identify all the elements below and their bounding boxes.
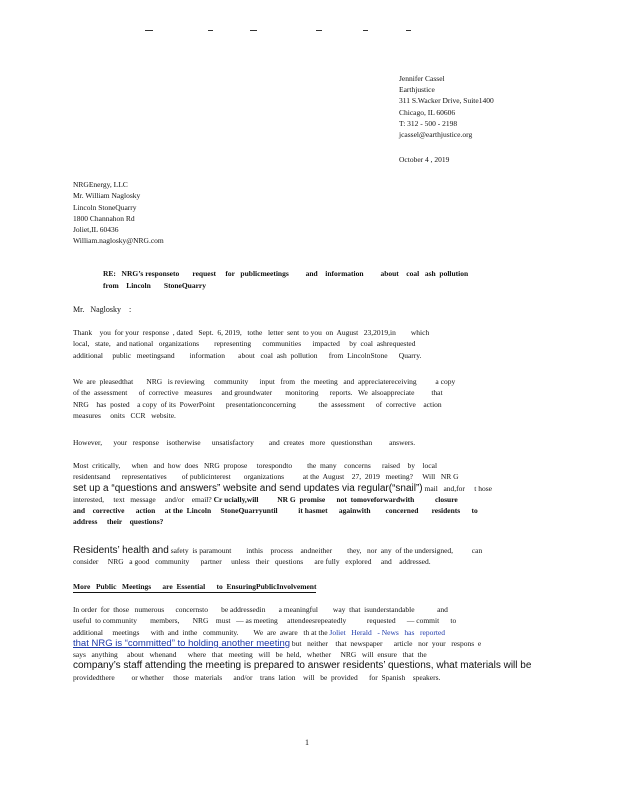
p4-bold-line: and corrective action at the Lincoln StoneQuarryuntil it hasmet againwith concerned residents to	[73, 506, 478, 516]
subject-text-2: from Lincoln StoneQuarry	[103, 281, 206, 290]
news-article-link-part-1[interactable]: Joliet Herald - News has reported	[329, 627, 446, 637]
header-scan-marks	[140, 30, 440, 34]
subject-text-1: NRG’s responseto request for publicmeetings and information about coal ash pollution	[121, 269, 469, 278]
p1-line: local, state, and national organizations representing communities impacted by coal ashrequested	[73, 339, 416, 349]
p2-line: measures onits CCR website.	[73, 410, 176, 420]
paragraph-2	[73, 376, 543, 421]
p2-line: NRG has posted a copy of its PowerPoint presentationconcerning the assessment of corrective action	[73, 399, 442, 409]
recipient-line-1: NRGEnergy, LLC	[73, 180, 128, 189]
page-number: 1	[305, 738, 309, 747]
sender-name: Jennifer Cassel	[399, 74, 445, 83]
recipient-block	[73, 179, 164, 247]
p4-emphasis-text: set up a “questions and answers” website and send updates via regular(“snail”)	[73, 482, 423, 494]
p6-line-rest: but neither that newspaper article nor your respons e	[291, 638, 482, 648]
p6-line: In order for those numerous concernsto be addressedin a meaningful way that isunderstandable and	[73, 605, 448, 614]
p5-emphasis-text: Residents’ health and	[73, 545, 169, 556]
subject-line	[103, 268, 468, 292]
recipient-line-4: 1800 Channahon Rd	[73, 213, 135, 223]
sender-org: Earthjustice	[399, 85, 435, 95]
p6-emphasis-line: company’s staff attending the meeting is prepared to answer residents’ questions, what materials will be	[73, 660, 532, 672]
sender-address-line-2: Chicago, IL 60606	[399, 107, 456, 117]
p5-line: consider NRG a good community partner unless their questions are fully explored and addressed.	[73, 557, 431, 567]
subject-label: RE:	[103, 269, 116, 278]
p6-line-start: additional meetings with and inthe community. We are aware th at the	[73, 627, 328, 637]
p6-line: says anything about whenand where that meeting will be held, whether NRG will ensure that the	[73, 650, 427, 660]
sender-block	[399, 73, 494, 140]
paragraph-6	[73, 604, 543, 683]
paragraph-4	[73, 460, 543, 528]
p4-line: Most critically, when and how does NRG propose torespondto the many concerns raised by local	[73, 461, 438, 470]
recipient-line-5: Joliet,IL 60436	[73, 225, 119, 235]
p4-line	[73, 494, 543, 505]
p4-line	[73, 483, 543, 494]
p4-bold-line: address their questions?	[73, 517, 164, 527]
p2-line: of the assessment of corrective measures and groundwater monitoring reports. We alsoappreciate that	[73, 388, 443, 398]
paragraph-5	[73, 545, 543, 568]
p6-line: useful to community members, NRG must — as meeting attendeesrepeatedly requested — commit to	[73, 616, 457, 626]
letter-date: October 4 , 2019	[399, 155, 450, 164]
p5-line-rest: safety is paramount inthis process andneither they, nor any of the undersigned, can	[170, 546, 483, 555]
p3-line: However, your response isotherwise unsatisfactory and creates more questionsthan answers.	[73, 438, 416, 447]
p6-line	[73, 627, 543, 638]
recipient-email: William.naglosky@NRG.com	[73, 236, 164, 246]
p1-line: additional public meetingsand information about coal ash pollution from LincolnStone Quarry.	[73, 350, 422, 360]
p1-line: Thank you for your response , dated Sept. 6, 2019, tothe letter sent to you on August 23,2019,in which	[73, 328, 430, 337]
salutation: Mr. Naglosky :	[73, 305, 132, 314]
sender-address-line-1: 311 S.Wacker Drive, Suite1400	[399, 96, 494, 106]
p5-line	[73, 545, 543, 556]
paragraph-3	[73, 437, 543, 448]
news-article-link-part-2[interactable]: that NRG is “committed” to holding another meeting	[73, 637, 291, 649]
p4-line-rest: mail and,for t hose	[424, 483, 493, 493]
p4-line-start: interested, text message and/or email?	[73, 494, 212, 504]
p2-line: We are pleasedthat NRG is reviewing community input from the meeting and appreciatereceiving a copy	[73, 377, 456, 386]
recipient-line-2: Mr. William Naglosky	[73, 191, 141, 201]
p6-line	[73, 638, 543, 649]
section-heading: More Public Meetings are Essential to EnsuringPublicInvolvement	[73, 582, 317, 591]
p4-bold-text: Cr ucially,will NR G promise not tomoveforwardwith closure	[213, 494, 458, 504]
sender-phone: T: 312 - 500 - 2198	[399, 118, 458, 128]
p6-line: providedthere or whether those materials and/or trans lation will be provided for Spanish speakers.	[73, 672, 441, 682]
p4-line: residentsand representatives of publicinterest organizations at the August 27, 2019 meeting? Will NR G	[73, 472, 459, 482]
sender-email: jcassel@earthjustice.org	[399, 130, 473, 140]
recipient-line-3: Lincoln StoneQuarry	[73, 202, 137, 212]
paragraph-1	[73, 327, 543, 361]
